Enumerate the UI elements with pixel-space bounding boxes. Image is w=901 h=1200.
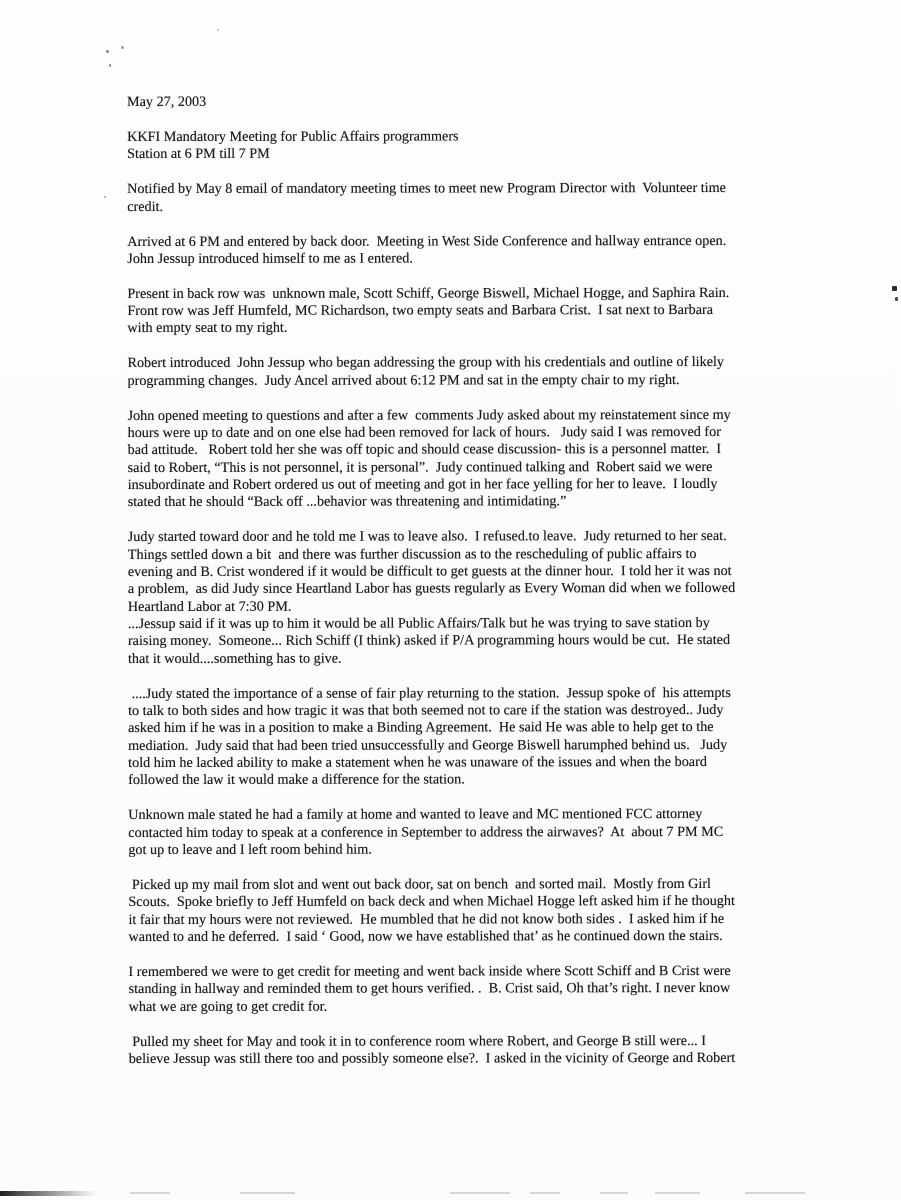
text-line: KKFI Mandatory Meeting for Public Affairs programmers — [127, 128, 459, 145]
paragraph — [127, 232, 817, 268]
text-line: Judy started toward door and he told me I was to leave also. I refused.to leave. Judy returned to her seat. — [127, 528, 727, 546]
paragraph — [127, 285, 817, 338]
text-line: told him he lacked ability to make a statement when he was unaware of the issues and when the board — [128, 754, 707, 772]
scan-speck — [109, 64, 111, 67]
text-line: standing in hallway and reminded them to get hours verified. . B. Crist said, Oh that’s right. I never know — [128, 980, 731, 998]
text-line: ....Judy stated the importance of a sense of fair play returning to the station. Jessup spoke of his attempts — [128, 684, 731, 702]
text-line: said to Robert, “This is not personnel, it is personal”. Judy continued talking and Robert said we were — [127, 458, 713, 476]
text-line: Station at 6 PM till 7 PM — [127, 146, 270, 163]
text-line: got up to leave and I left room behind him. — [128, 841, 372, 859]
text-line: Front row was Jeff Humfeld, MC Richardson, two empty seats and Barbara Crist. I sat next to Barbara — [127, 302, 714, 320]
scan-speck — [121, 46, 124, 49]
paragraph — [128, 806, 818, 859]
text-line: credit. — [127, 198, 164, 215]
paragraph — [129, 1032, 819, 1068]
paragraph — [128, 684, 818, 789]
paragraph — [128, 876, 818, 947]
scan-dash — [530, 1192, 560, 1194]
text-line: what we are going to get credit for. — [128, 998, 328, 1015]
scan-speck — [217, 29, 219, 31]
text-line: raising money. Someone... Rich Schiff (I think) asked if P/A programming hours would be cut. He stated — [127, 632, 731, 650]
text-line: Heartland Labor at 7:30 PM. — [127, 598, 292, 615]
text-line: with empty seat to my right. — [127, 320, 288, 337]
text-line: Present in back row was unknown male, Scott Schiff, George Biswell, Michael Hogge, and Saphira Rain. — [127, 284, 730, 302]
text-line: Scouts. Spoke briefly to Jeff Humfeld on back deck and when Michael Hogge left asked him if he thought — [128, 893, 735, 911]
text-line: ...Jessup said if it was up to him it would be all Public Affairs/Talk but he was trying to save station by — [127, 615, 710, 633]
scan-speck — [104, 196, 106, 198]
text-line: it fair that my hours were not reviewed. He mumbled that he did not know both sides . I asked him if he — [128, 910, 725, 928]
text-line: hours were up to date and on one else had been removed for lack of hours. Judy said I was removed for — [127, 423, 721, 442]
text-line: May 27, 2003 — [127, 93, 207, 110]
text-line: wanted to and he deferred. I said ‘ Good, now we have established that’ as he continued down the stairs. — [128, 927, 723, 945]
text-line: John opened meeting to questions and after a few comments Judy asked about my reinstatement since my — [127, 406, 731, 424]
text-line: Notified by May 8 email of mandatory meeting times to meet new Program Director with Volunteer time — [127, 180, 726, 198]
scan-dash — [450, 1192, 510, 1194]
text-line: Unknown male stated he had a family at home and wanted to leave and MC mentioned FCC attorney — [128, 806, 703, 824]
text-line: followed the law it would make a difference for the station. — [128, 771, 465, 789]
text-line: John Jessup introduced himself to me as I entered. — [127, 250, 413, 267]
paragraph — [128, 528, 818, 668]
text-line: evening and B. Crist wondered if it would be difficult to get guests at the dinner hour. I told her it was not — [127, 562, 732, 581]
text-line: Things settled down a bit and there was further discussion as to the rescheduling of public affairs to — [127, 545, 697, 563]
text-line: Picked up my mail from slot and went out back door, sat on bench and sorted mail. Mostly from Girl — [128, 875, 712, 893]
scan-dash — [240, 1192, 295, 1194]
text-line: that it would....something has to give. — [127, 650, 342, 667]
document-body — [127, 93, 819, 1086]
scan-dash — [600, 1192, 628, 1194]
paragraph — [129, 963, 819, 1016]
text-line: Arrived at 6 PM and entered by back door. Meeting in West Side Conference and hallway entrance open. — [127, 232, 727, 250]
scan-speck — [895, 297, 898, 301]
text-line: insubordinate and Robert ordered us out of meeting and got in her face yelling for her to leave. I loudly — [127, 476, 718, 494]
text-line: programming changes. Judy Ancel arrived about 6:12 PM and sat in the empty chair to my right. — [127, 371, 680, 389]
paragraph — [128, 406, 818, 511]
paragraph — [127, 180, 817, 216]
text-line: asked him if he was in a position to make a Binding Agreement. He said He was able to help get to the — [128, 719, 714, 737]
scan-speck — [106, 50, 109, 53]
text-line: bad attitude. Robert told her she was off topic and should cease discussion- this is a personnel matter. I — [127, 441, 722, 459]
text-line: Pulled my sheet for May and took it in to conference room where Robert, and George B still were... I — [128, 1032, 707, 1050]
text-line: Robert introduced John Jessup who began addressing the group with his credentials and outline of likely — [127, 354, 725, 372]
scan-dash — [130, 1192, 170, 1194]
text-line: mediation. Judy said that had been tried unsuccessfully and George Biswell harumphed behind us. Judy — [128, 736, 728, 754]
scan-dash — [745, 1192, 805, 1194]
text-line: believe Jessup was still there too and possibly someone else?. I asked in the vicinity of George and Robert — [128, 1049, 736, 1067]
text-line: a problem, as did Judy since Heartland Labor has guests regularly as Every Woman did when we followed — [127, 580, 736, 598]
scan-dash — [655, 1192, 700, 1194]
date-line — [127, 93, 817, 112]
text-line: I remembered we were to get credit for meeting and went back inside where Scott Schiff and B Crist were — [128, 962, 731, 980]
scan-smudge — [0, 1191, 96, 1196]
paragraph — [127, 354, 817, 390]
text-line: to talk to both sides and how tragic it was that both seemed not to care if the station was destroyed.. Judy — [128, 701, 724, 720]
scan-speck — [892, 286, 897, 291]
text-line: contacted him today to speak at a conference in September to address the airwaves? At about 7 PM MC — [128, 823, 724, 841]
document-title — [127, 128, 817, 164]
text-line: stated that he should “Back off ...behavior was threatening and intimidating.” — [127, 493, 567, 511]
